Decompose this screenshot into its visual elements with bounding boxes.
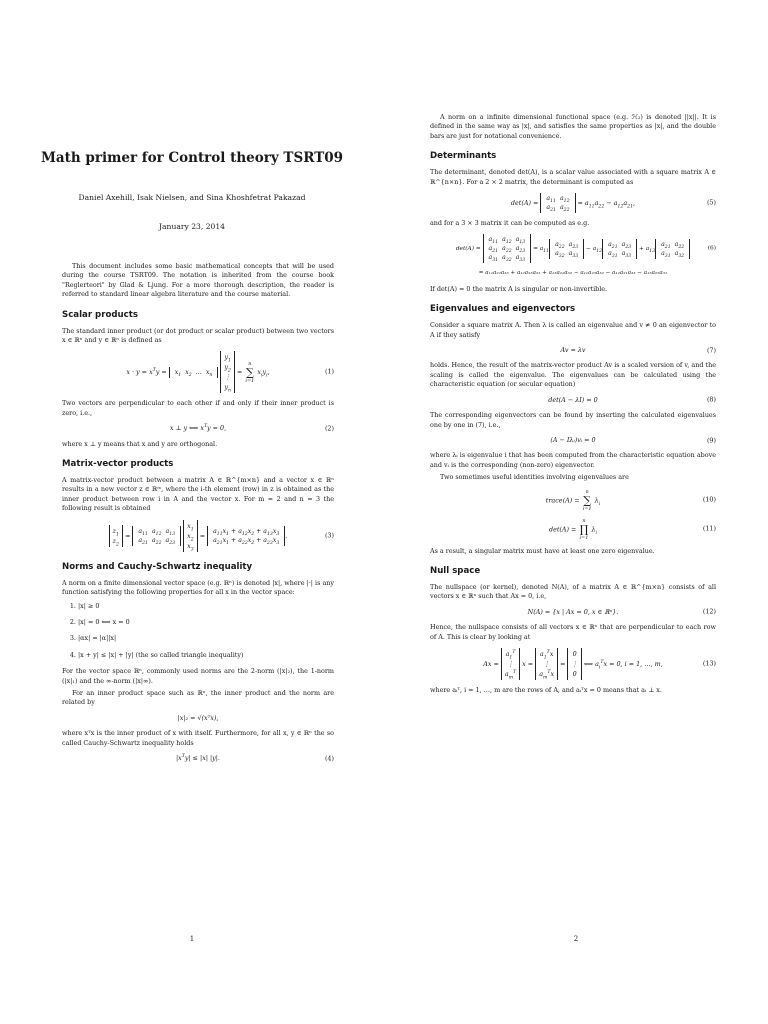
page-number-1: 1 bbox=[189, 935, 195, 943]
section-heading-determinants: Determinants bbox=[430, 151, 497, 162]
equation-13: Ax = $a_1^T$ ⋮ $a_m^T$ x = $a_1^Tx$ ⋮ $a_m^Tx$ = 0 ⋮ 0 ⟺ $a_i^Tx = 0$, i = 1, …, m, (13) bbox=[483, 649, 716, 681]
infinite-norm-paragraph: A norm on a infinite dimensional functional space (e.g. ℋ₂) is denoted ||x||. It is defined in the same way as |x|, and satisfies the same properties as |x|, and the double bars are just for notational convenience. bbox=[430, 113, 716, 140]
equation-11-number: (11) bbox=[702, 524, 716, 533]
equation-8 bbox=[430, 396, 716, 405]
null-paragraph-2: Hence, the nullspace consists of all vectors x ∈ ℝⁿ that are perpendicular to each row of A. This is clear by looking at bbox=[430, 623, 716, 641]
page-2-column bbox=[430, 113, 716, 698]
equation-8-body: det(A − λI) = 0 bbox=[548, 395, 598, 404]
equation-12 bbox=[430, 608, 716, 617]
equation-10-number: (10) bbox=[702, 495, 716, 504]
null-paragraph-1: The nullspace (or kernel), denoted N(A), of a matrix A ∈ ℝ^{m×n} consists of all vectors x ∈ ℝⁿ such that Ax = 0, i.e, bbox=[430, 582, 716, 601]
eig-paragraph-1: Consider a square matrix A. Then λ is called an eigenvalue and v ≠ 0 an eigenvector to A if they satisfy bbox=[430, 321, 716, 339]
equation-11: det(A) = n ∏ i=1 $\lambda_i$ (11) bbox=[548, 517, 716, 541]
equation-6-expansion: = a₁₁a₂₂a₃₃ + a₁₂a₂₃a₃₁ + a₁₃a₂₁a₃₂ − a₁₁a₂₃a₃₂ − a₁₂a₂₁a₃₃ − a₁₃a₂₂a₃₁ bbox=[478, 270, 668, 277]
page-number-2: 2 bbox=[573, 935, 579, 943]
section-heading-matrix-vector: Matrix-vector products bbox=[62, 459, 174, 470]
authors: Daniel Axehill, Isak Nielsen, and Sina Khoshfetrat Pakazad bbox=[78, 193, 306, 202]
equation-1: $x \cdot y = x^Ty$ = $x_1$ $x_2$ … $x_n$ $y_1$ $y_2$ ⋮ $y_n$ = n ∑ i=1 $x_iy_i$, (1) bbox=[126, 353, 334, 394]
scalar-paragraph-3: where x ⊥ y means that x and y are orthogonal. bbox=[62, 439, 218, 448]
equation-12-body: N(A) = {x | Ax = 0, x ∈ ℝⁿ}. bbox=[527, 607, 619, 616]
equation-4: $|x^Ty| \le |x|$ |y|. (4) bbox=[176, 753, 334, 762]
date: January 23, 2014 bbox=[158, 222, 226, 231]
equation-norm: |x|₂ = √(xᵀx), bbox=[177, 713, 219, 722]
eig-paragraph-4: where λᵢ is eigenvalue i that has been computed from the characteristic equation above and vᵢ is the corresponding (non-zero) eigenvector. bbox=[430, 451, 716, 469]
equation-7-number: (7) bbox=[706, 346, 716, 355]
section-heading-null-space: Null space bbox=[430, 565, 481, 576]
eig-paragraph-3: The corresponding eigenvectors can be found by inserting the calculated eigenvalues one by one in (7), i.e., bbox=[430, 411, 716, 429]
equation-5-number: (5) bbox=[706, 198, 716, 207]
norm-properties-list bbox=[62, 602, 334, 661]
list-item: 4. |x + y| ≤ |x| + |y| (the so called triangle inequality) bbox=[78, 651, 334, 660]
list-item: 1. |x| ≥ 0 bbox=[78, 602, 334, 611]
equation-13-number: (13) bbox=[702, 659, 716, 668]
section-heading-eigenvalues: Eigenvalues and eigenvectors bbox=[430, 304, 576, 315]
matvec-paragraph-1: A matrix-vector product between a matrix A ∈ ℝ^{m×n} and a vector x ∈ ℝⁿ results in a new vector z ∈ ℝᵐ, where the i-th element (row) in z is obtained as the inner product between row i in A and the vector x. For m = 2 and n = 3 the following result is obtained bbox=[62, 476, 334, 513]
equation-7 bbox=[430, 346, 716, 355]
intro-paragraph: This document includes some basic mathematical concepts that will be used during the course TSRT09. The notation is inherited from the course book "Reglerteori" by Glad & Ljung. For a more thorough description, the reader is referred to standard linear algebra literature and the course material. bbox=[62, 262, 334, 299]
norms-paragraph-1: A norm on a finite dimensional vector space (e.g. ℝⁿ) is denoted |x|, where |·| is any function satisfying the following properties for all x in the vector space: bbox=[62, 578, 334, 597]
list-item: 3. |αx| = |α||x| bbox=[78, 634, 334, 643]
equation-10: trace(A) = n ∑ i=1 $\lambda_i$ (10) bbox=[545, 488, 716, 512]
section-heading-scalar-products: Scalar products bbox=[62, 309, 138, 320]
null-paragraph-3: where aᵢᵀ, i = 1, …, m are the rows of A, and aᵢᵀx = 0 means that aᵢ ⊥ x. bbox=[430, 685, 662, 694]
norms-paragraph-2: For the vector space ℝⁿ, commonly used norms are the 2-norm (|x|₂), the 1-norm (|x|₁) and the ∞-norm (|x|∞). bbox=[62, 667, 334, 685]
equation-7-body: Av = λv bbox=[560, 346, 586, 355]
equation-4-number: (4) bbox=[324, 753, 334, 762]
list-item: 2. |x| = 0 ⟺ x = 0 bbox=[78, 618, 334, 627]
page-2 bbox=[384, 0, 768, 1024]
scalar-paragraph-2: Two vectors are perpendicular to each other if and only if their inner product is zero, i.e., bbox=[62, 399, 334, 417]
scalar-paragraph-1: The standard inner product (or dot product or scalar product) between two vectors x ∈ ℝⁿ and y ∈ ℝⁿ is defined as bbox=[62, 326, 334, 345]
norms-paragraph-4: where xᵀx is the inner product of x with itself. Furthermore, for all x, y ∈ ℝⁿ the so called Cauchy-Schwartz inequality holds bbox=[62, 729, 334, 747]
equation-1-number: (1) bbox=[324, 367, 334, 376]
equation-9-body: (A − Iλᵢ)vᵢ = 0 bbox=[550, 435, 596, 444]
document-title: Math primer for Control theory TSRT09 bbox=[40, 150, 344, 166]
section-heading-norms: Norms and Cauchy-Schwartz inequality bbox=[62, 561, 253, 572]
equation-3-number: (3) bbox=[324, 530, 334, 539]
det-paragraph-1: The determinant, denoted det(A), is a scalar value associated with a square matrix A ∈ ℝ^{n×n}. For a 2 × 2 matrix, the determinant is computed as bbox=[430, 168, 716, 186]
eig-paragraph-6: As a result, a singular matrix must have at least one zero eigenvalue. bbox=[430, 546, 655, 555]
equation-2: x ⊥ y ⟺ $x^Ty = 0$, (2) bbox=[169, 424, 334, 433]
equation-6-number: (6) bbox=[707, 245, 716, 252]
equation-3: $z_1$ $z_2$ = $a_{11}$ $a_{12}$ $a_{13}$ $a_{21}$ $a_{22}$ $a_{23}$ $x_1$ $x_2$ $x_3$ = $a_{11}x_1 + a_{12}x_2 + a_{13}x_3$ $a_{21}x_1 + a_{22}x_2 + a_{23}x_3$ . (3) bbox=[62, 520, 334, 552]
equation-8-number: (8) bbox=[706, 395, 716, 404]
eig-paragraph-5: Two sometimes useful identities involving eigenvalues are bbox=[440, 473, 629, 482]
equation-6: det(A) = $a_{11}$ $a_{12}$ $a_{13}$ $a_{21}$ $a_{22}$ $a_{23}$ $a_{31}$ $a_{32}$ $a_{33}$ = $a_{11}$ $a_{22}$ $a_{23}$ $a_{32}$ $a_{33}$ − $a_{12}$ $a_{21}$ $a_{23}$ $a_{31}$ $a_{33}$ + $a_{13}$ $a_{21}$ $a_{22}$ $a_{31}$ $a_{32}$ (6) bbox=[455, 236, 716, 264]
norms-paragraph-3: For an inner product space such as ℝⁿ, the inner product and the norm are related by bbox=[62, 688, 334, 707]
det-paragraph-3: If det(A) = 0 the matrix A is singular or non-invertible. bbox=[430, 284, 608, 293]
page-1-column bbox=[62, 262, 334, 769]
equation-5: det(A) = $a_{11}$ $a_{12}$ $a_{21}$ $a_{22}$ = $a_{11}a_{22} - a_{12}a_{21}$, (5) bbox=[510, 195, 716, 214]
equation-9-number: (9) bbox=[706, 435, 716, 444]
equation-2-number: (2) bbox=[324, 424, 334, 433]
equation-9 bbox=[430, 436, 716, 445]
eig-paragraph-2: holds. Hence, the result of the matrix-vector product Av is a scaled version of v, and the scaling is called the eigenvalue. The eigenvalues can be calculated using the characteristic equation (or secular equation) bbox=[430, 361, 716, 389]
det-paragraph-2: and for a 3 × 3 matrix it can be computed as e.g. bbox=[430, 219, 590, 228]
equation-12-number: (12) bbox=[702, 607, 716, 616]
